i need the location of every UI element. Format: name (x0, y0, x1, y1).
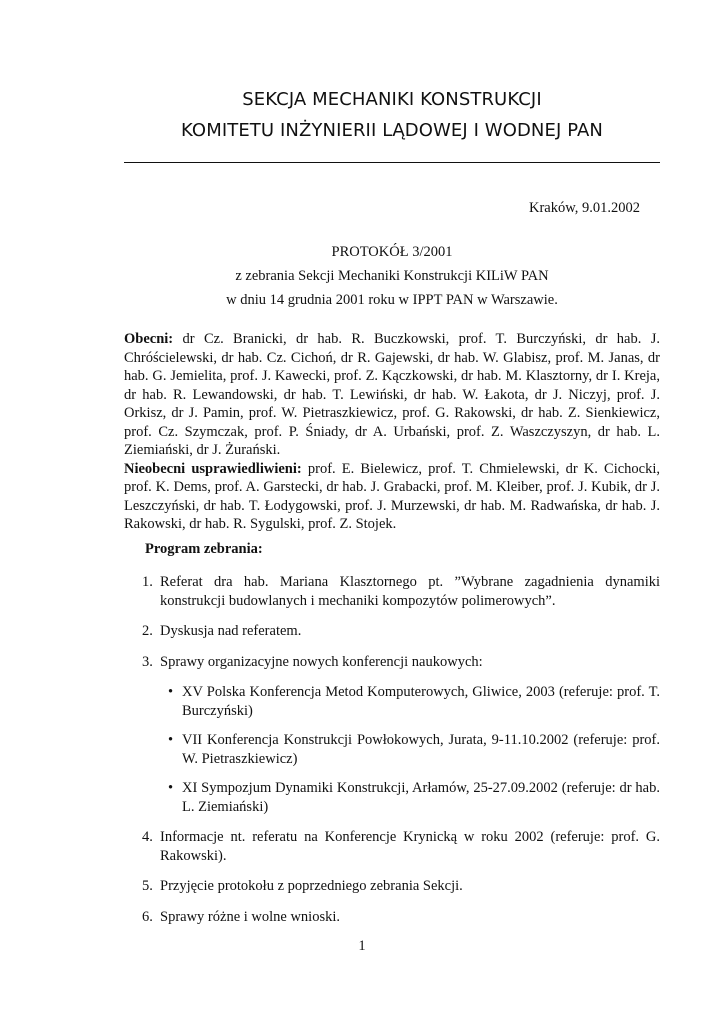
header-divider (124, 162, 660, 163)
agenda-item-text: Dyskusja nad referatem. (160, 623, 302, 639)
agenda-item-number: 1. (142, 574, 153, 590)
page-number: 1 (358, 938, 366, 954)
agenda-item-number: 5. (142, 878, 153, 894)
agenda-item-number: 3. (142, 653, 153, 670)
agenda-item (124, 573, 660, 610)
agenda-item-number: 2. (142, 623, 153, 639)
agenda-item (124, 653, 660, 817)
present-paragraph (124, 330, 660, 460)
agenda-item-text: Informacje nt. referatu na Konferencje Krynicką w roku 2002 (referuje: prof. G. Rakowski). (160, 829, 660, 864)
agenda-item (124, 622, 660, 641)
agenda-item (124, 828, 660, 865)
present-label: Obecni: (124, 331, 174, 347)
agenda-item-text: Referat dra hab. Mariana Klasztornego pt. ”Wybrane zagadnienia dynamiki konstrukcji budowlanych i mechaniki kompozytów polimerowych”. (160, 574, 660, 609)
agenda-item (124, 877, 660, 896)
absent-label: Nieobecni usprawiedliwieni: (124, 460, 302, 477)
bullet-icon: • (168, 684, 174, 700)
agenda-item-text: Sprawy organizacyjne nowych konferencji naukowych: (160, 653, 483, 670)
conference-text: VII Konferencja Konstrukcji Powłokowych, Jurata, 9-11.10.2002 (referuje: prof. W. Pietraszkiewicz) (182, 732, 660, 767)
agenda-item-text: Sprawy różne i wolne wnioski. (160, 908, 341, 925)
absent-list: prof. E. Bielewicz, prof. T. Chmielewski, dr K. Cichocki, prof. K. Dems, prof. A. Garstecki, dr hab. J. Grabacki, prof. M. Kleiber, prof. J. Kubik, dr J. Leszczyński, dr hab. T. Łodygowski, prof. J. Murzewski, dr hab. M. Radwańska, dr hab. J. Rakowski, dr hab. R. Sygulski, prof. Z. Stojek. (124, 460, 660, 532)
conference-item (162, 779, 660, 816)
header-line-1: SEKCJA MECHANIKI KONSTRUKCJI (242, 89, 542, 110)
protocol-date-line: w dniu 14 grudnia 2001 roku w IPPT PAN w Warszawie. (226, 292, 558, 308)
protocol-title-block (124, 240, 660, 312)
bullet-icon: • (168, 732, 174, 748)
header-line-2: KOMITETU INŻYNIERII LĄDOWEJ I WODNEJ PAN (181, 120, 603, 141)
program-title: Program zebrania: (145, 541, 263, 557)
conference-item (162, 683, 660, 720)
agenda-list (124, 573, 660, 938)
absent-paragraph (124, 460, 660, 534)
conference-list (160, 683, 660, 816)
protocol-subtitle: z zebrania Sekcji Mechaniki Konstrukcji KILiW PAN (235, 268, 549, 284)
present-list: dr Cz. Branicki, dr hab. R. Buczkowski, prof. T. Burczyński, dr hab. J. Chróścielewski, dr hab. Cz. Cichoń, dr R. Gajewski, dr hab. W. Glabisz, prof. M. Janas, dr hab. G. Jemielita, prof. J. Kawecki, prof. Z. Kączkowski, dr hab. M. Klasztorny, dr I. Kreja, dr hab. R. Lewandowski, dr hab. T. Lewiński, dr hab. W. Łakota, dr J. Niczyj, prof. J. Orkisz, dr J. Pamin, prof. W. Pietraszkiewicz, prof. G. Rakowski, dr hab. Z. Sienkiewicz, prof. Cz. Szymczak, prof. P. Śniady, dr A. Urbański, prof. Z. Waszczyszyn, dr hab. L. Ziemiański, dr J. Żurański. (124, 331, 660, 458)
agenda-item (124, 908, 660, 927)
document-header (124, 84, 660, 146)
conference-text: XI Sympozjum Dynamiki Konstrukcji, Arłamów, 25-27.09.2002 (referuje: dr hab. L. Ziemiański) (182, 780, 660, 815)
agenda-item-number: 6. (142, 908, 153, 925)
agenda-item-number: 4. (142, 829, 153, 845)
attendance-section (124, 330, 660, 534)
place-date: Kraków, 9.01.2002 (528, 200, 640, 216)
agenda-item-text: Przyjęcie protokołu z poprzedniego zebrania Sekcji. (160, 878, 463, 894)
protocol-title: PROTOKÓŁ 3/2001 (331, 244, 453, 260)
bullet-icon: • (168, 780, 174, 796)
conference-item (162, 731, 660, 768)
conference-text: XV Polska Konferencja Metod Komputerowych, Gliwice, 2003 (referuje: prof. T. Burczyński) (182, 684, 660, 719)
